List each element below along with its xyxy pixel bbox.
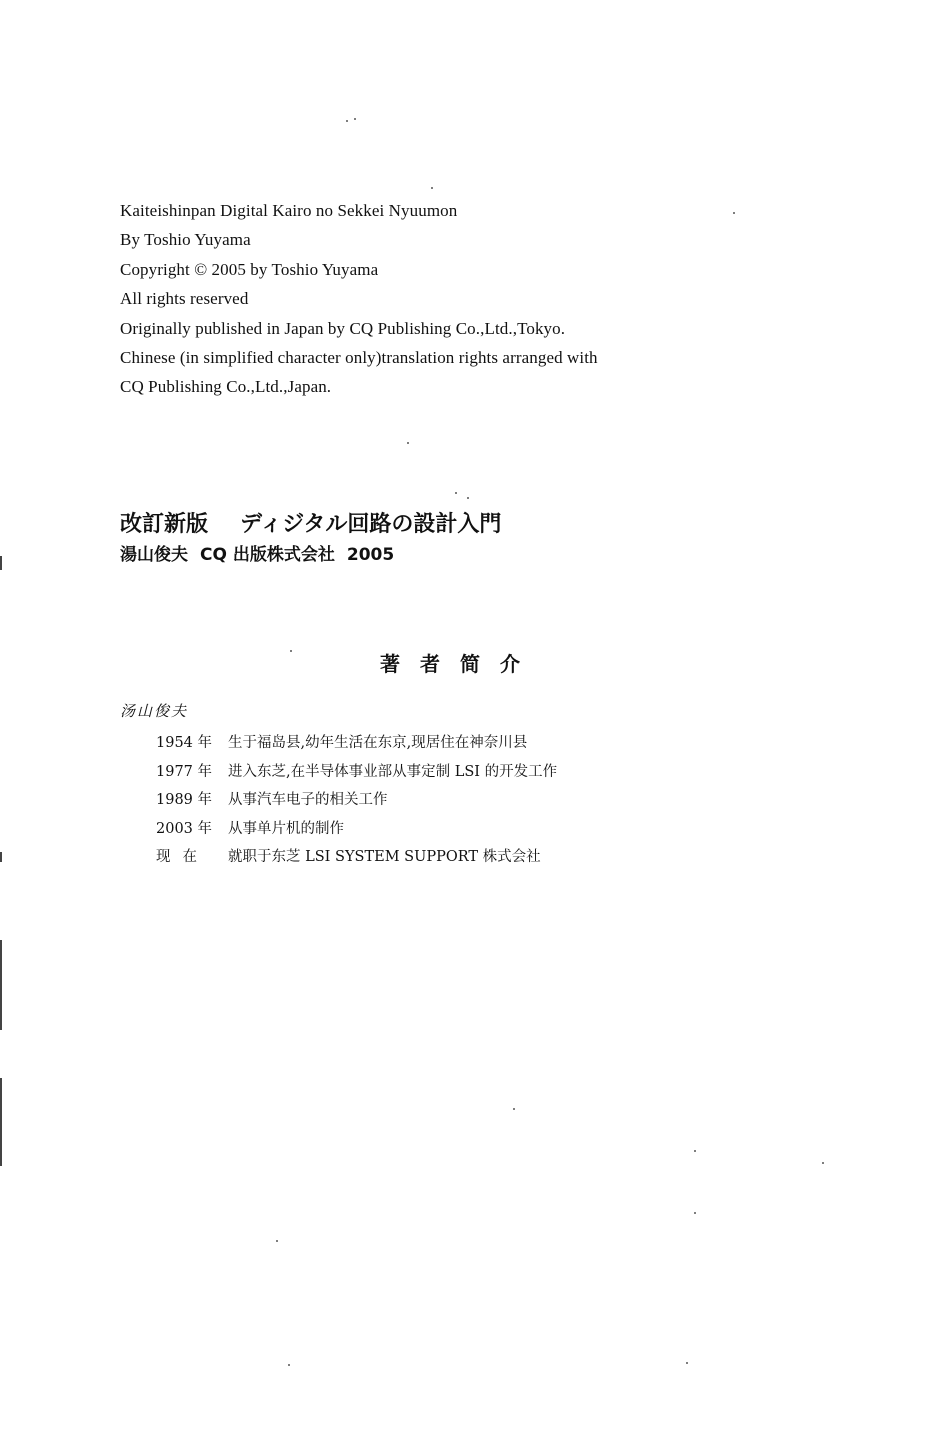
- timeline-text: 就职于东芝 LSI SYSTEM SUPPORT 株式会社: [228, 849, 541, 866]
- timeline-entry: [156, 758, 557, 787]
- scan-speck: [288, 1364, 290, 1366]
- timeline-year: 2003 年: [156, 820, 213, 837]
- scan-speck: [455, 492, 457, 494]
- copyright-line: Copyright © 2005 by Toshio Yuyama: [120, 259, 379, 279]
- scan-edge-mark: [0, 1078, 2, 1166]
- timeline-entry: [156, 729, 557, 758]
- timeline-entry: [156, 815, 557, 844]
- original-title-block: [120, 508, 501, 568]
- copyright-line: By Toshio Yuyama: [120, 230, 251, 250]
- author-bio-heading: 著者简介: [380, 652, 540, 676]
- copyright-line: Kaiteishinpan Digital Kairo no Sekkei Nyuumon: [120, 201, 458, 220]
- original-year: 2005: [346, 545, 395, 565]
- scan-speck: [686, 1362, 688, 1364]
- copyright-line: CQ Publishing Co.,Ltd.,Japan.: [120, 377, 332, 397]
- scan-speck: [276, 1240, 278, 1242]
- timeline-text: 从事汽车电子的相关工作: [228, 792, 388, 809]
- timeline-text: 生于福岛县,幼年生活在东京,现居住在神奈川县: [228, 735, 528, 751]
- timeline-year: 1989 年: [156, 792, 213, 809]
- timeline-text: 从事单片机的制作: [228, 820, 344, 837]
- scan-speck: [733, 212, 735, 214]
- copyright-block: [120, 196, 740, 402]
- scan-speck: [431, 187, 433, 189]
- scan-edge-mark: [0, 940, 2, 1030]
- copyright-line: Chinese (in simplified character only)translation rights arranged with: [120, 348, 598, 368]
- timeline-entry: [156, 843, 557, 872]
- original-book-title: ディジタル回路の設計入門: [240, 512, 502, 537]
- scan-edge-mark: [0, 556, 2, 570]
- copyright-line: All rights reserved: [120, 289, 249, 309]
- timeline-year: 1977 年: [156, 763, 213, 780]
- scan-speck: [822, 1162, 824, 1164]
- author-name: 汤山俊夫: [120, 702, 189, 720]
- scan-speck: [694, 1150, 696, 1152]
- scan-speck: [354, 118, 356, 120]
- edition-label: 改訂新版: [120, 512, 209, 537]
- timeline-year: 1954 年: [156, 735, 213, 751]
- copyright-line: Originally published in Japan by CQ Publishing Co.,Ltd.,Tokyo.: [120, 318, 566, 338]
- scan-edge-mark: [0, 852, 2, 862]
- original-author: 湯山俊夫: [120, 545, 188, 565]
- original-publisher: CQ 出版株式会社: [200, 545, 335, 565]
- scan-speck: [513, 1108, 515, 1110]
- scan-speck: [407, 442, 409, 444]
- scan-speck: [467, 497, 469, 499]
- timeline-text: 进入东芝,在半导体事业部从事定制 LSI 的开发工作: [228, 763, 558, 780]
- scan-speck: [694, 1212, 696, 1214]
- scan-speck: [346, 120, 348, 122]
- timeline-entry: [156, 786, 557, 815]
- timeline-year: 现在: [156, 849, 209, 866]
- scan-speck: [290, 650, 292, 652]
- author-timeline: [156, 729, 557, 872]
